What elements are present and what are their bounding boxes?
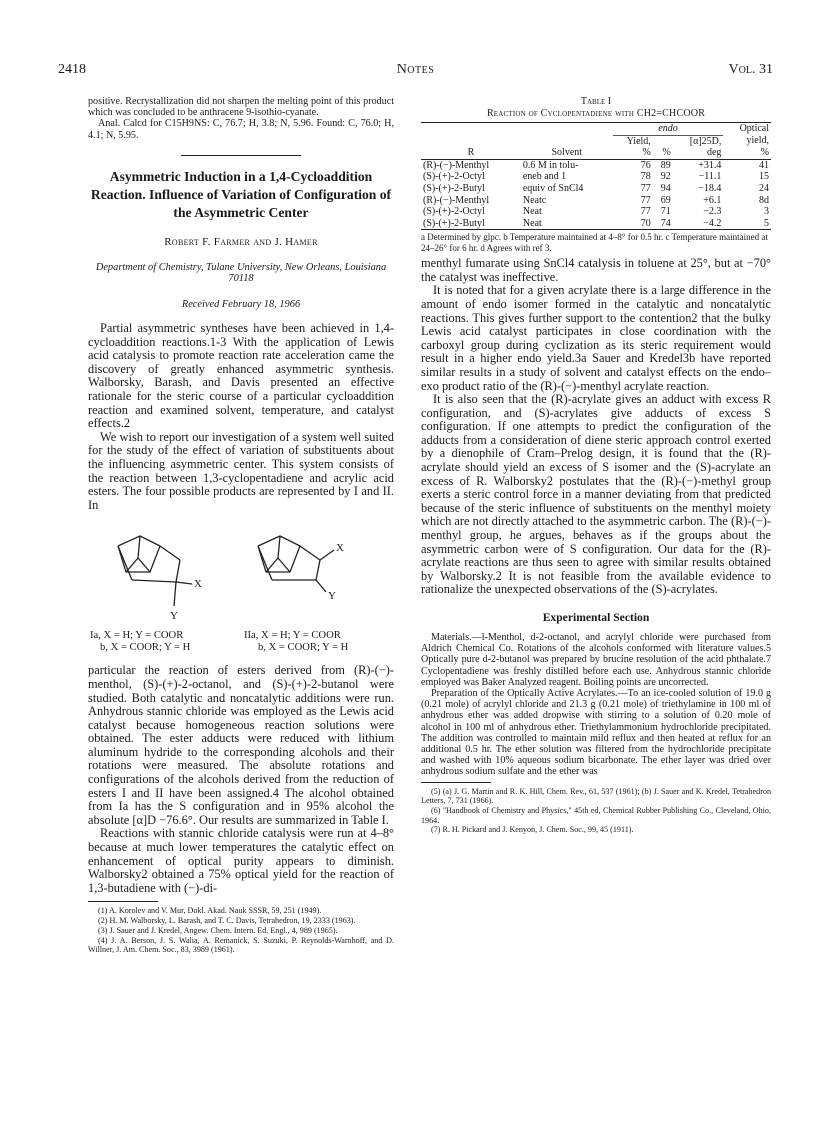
section-title: Notes — [396, 62, 435, 77]
experimental-heading: Experimental Section — [542, 611, 650, 624]
received-date: Received February 18, 1966 — [181, 299, 301, 310]
cell-yield: 77 — [640, 194, 651, 206]
cell-solvent: Neatc — [522, 194, 547, 206]
cell-solvent: equiv of SnCl4 — [522, 182, 584, 194]
footnote-rule — [88, 901, 158, 902]
solvent-header: Solvent — [551, 147, 583, 159]
volume-label: Vol. 31 — [728, 62, 773, 77]
structure-I — [118, 536, 192, 606]
footnotes-left — [88, 906, 394, 955]
caption-IIa: IIa, X = H; Y = COOR — [244, 630, 341, 642]
body-text-a — [88, 322, 394, 512]
cell-solvent: Neat — [522, 217, 542, 229]
footnote: (4) J. A. Berson, J. S. Walia, A. Remanick, S. Suzuki, P. Reynolds-Warnhoff, and D. Willner, J. Am. Chem. Soc., 83, 3989 (1961). — [88, 935, 394, 955]
separator-rule — [181, 155, 301, 156]
cell-endo: 92 — [660, 171, 671, 183]
cell-alpha: −18.4 — [698, 182, 722, 194]
cell-endo: 89 — [660, 159, 671, 171]
paragraph: Materials.—l-Menthol, d-2-octanol, and acrylyl chloride were purchased from Aldrich Chemical Co. Rotations of the alcohols conformed with literature values.5 Optically pure d-2-butanol was prepared by brucine resolution of the acid phthalate.7 Cyclopentadiene was freshly distilled before each use. Anhydrous stannic chloride employed was Baker Analyzed reagent. Boiling points are uncorrected. — [421, 632, 771, 688]
cell-yield: 77 — [640, 206, 651, 218]
alpha-unit: deg — [706, 147, 722, 159]
cell-r: (S)-(+)-2-Octyl — [423, 171, 485, 183]
endo-group-header: endo — [613, 123, 724, 136]
body-text-right — [421, 257, 771, 597]
footnote: (5) (a) J. G. Martin and R. K. Hill, Chem. Rev., 61, 537 (1961); (b) J. Sauer and K. Kredel, Tetrahedron Letters, 7, 731 (1966). — [421, 786, 771, 806]
cell-r: (S)-(+)-2-Butyl — [423, 182, 485, 194]
structure-II-y-label: Y — [328, 590, 336, 603]
footnote: (2) H. M. Walborsky, L. Barash, and T. C. Davis, Tetrahedron, 19, 2333 (1963). — [98, 916, 356, 926]
cell-yield: 78 — [640, 171, 651, 183]
cell-alpha: +6.1 — [703, 194, 722, 206]
footnote-rule — [421, 782, 491, 783]
table-row — [421, 206, 771, 218]
caption-IIb: b, X = COOR; Y = H — [258, 642, 349, 654]
footnote: (6) "Handbook of Chemistry and Physics," 45th ed, Chemical Rubber Publishing Co., Cleveland, Ohio, 1964. — [421, 806, 771, 825]
optical-unit: % — [760, 147, 769, 159]
structure-captions — [88, 630, 394, 656]
affiliation: Department of Chemistry, Tulane University, New Orleans, Louisiana 70118 — [95, 261, 387, 285]
structure-I-x-label: X — [194, 578, 202, 591]
authors: Robert F. Farmer and J. Hamer — [164, 235, 318, 248]
cell-yield: 77 — [640, 182, 651, 194]
caption-Ib: b, X = COOR; Y = H — [100, 642, 191, 654]
paragraph: Reactions with stannic chloride catalysis were run at 4–8° because at much lower temperatures the catalytic effect on enhancement of optical purity appears to diminish. Walborsky2 obtained a 75% optical yield for the reaction of 1,3-butadiene with (−)-di- — [88, 826, 394, 895]
running-header — [58, 62, 773, 82]
cell-alpha: +31.4 — [698, 159, 722, 171]
optical-yield-header: yield, — [746, 135, 769, 147]
cell-yield: 76 — [640, 159, 651, 171]
table-row — [421, 218, 771, 230]
article-title: Asymmetric Induction in a 1,4-Cycloaddition Reaction. Influence of Variation of Configuration of the Asymmetric Center — [90, 168, 392, 220]
cell-optical: 41 — [759, 159, 769, 171]
paragraph: It is noted that for a given acrylate there is a large difference in the amount of endo isomer formed in the catalytic and noncatalytic reactions. This gives further support to the contention2 that the bulky Lewis acid catalyst participates in close coordination with the carboxyl group during cyclization as its steric requirement would result in a higher endo yield.3a Sauer and Kredel3b have reported similar results in a study of solvent and catalyst effects on the endo–exo product ratio of the (R)-(−)-menthyl acrylate reaction. — [421, 283, 771, 393]
cell-alpha: −4.2 — [703, 217, 722, 229]
cell-yield: 70 — [640, 217, 651, 229]
cell-endo: 71 — [660, 206, 671, 218]
cell-optical: 24 — [759, 182, 769, 194]
cell-optical: 5 — [764, 217, 769, 229]
left-column — [88, 96, 394, 955]
data-table — [421, 122, 771, 230]
page-number: 2418 — [58, 62, 86, 77]
paragraph: particular the reaction of esters derived from (R)-(−)-menthol, (S)-(+)-2-octanol, and (S)-(+)-2-butanol were studied. Both catalytic and noncatalytic additions were run. Anhydrous stannic chloride was employed as the Lewis acid catalyst because homogeneous reaction solutions were obtained. The ester adducts were reduced with lithium aluminum hydride to the corresponding alcohols and their rotations were measured. The absolute rotations and configurations of the alcohols derived from the reduction of esters I and II have been assigned.4 The alcohol obtained from Ia has the S configuration and in 95% alcohol the absolute [α]D −76.6°. Our results are summarized in Table I. — [88, 663, 394, 827]
paragraph: We wish to report our investigation of a system well suited for the study of the effect of variation of substituents about the influencing asymmetric center. This system consists of the reaction between 1,3-cyclopentadiene and acrylic acid esters. The four possible products are represented by I and II. In — [88, 429, 394, 512]
cell-endo: 94 — [660, 182, 671, 194]
cell-r: (S)-(+)-2-Butyl — [423, 217, 485, 229]
cell-alpha: −11.1 — [698, 171, 722, 183]
structure-I-y-label: Y — [170, 610, 178, 623]
norbornene-structures-svg — [88, 524, 394, 624]
yield-unit: % — [642, 147, 651, 159]
paragraph: Preparation of the Optically Active Acrylates.—To an ice-cooled solution of 19.0 g (0.21 mole) of acrylyl chloride and 21.3 g (0.21 mole) of triethylamine in 100 ml of anhydrous ether was added dropwise with stirring to a solution of 0.20 mole of alcohol in 100 ml of anhydrous ether. Triethylammonium hydrochloride precipitated. The addition was controlled to maintain mild reflux and then heated at reflux for an additional 0.5 hr. The ether solution was filtered from the hydrochloride precipitate and washed with 10% aqueous sodium bicarbonate. The ether layer was dried over anhydrous sodium sulfate and the ether was — [421, 688, 771, 778]
structure-II — [258, 536, 334, 592]
cell-r: (R)-(−)-Menthyl — [423, 159, 490, 171]
alpha-header: [α]25D, — [689, 135, 722, 147]
table-caption — [421, 96, 771, 120]
body-text-b — [88, 664, 394, 895]
analysis-paragraph: Anal. Calcd for C15H9NS: C, 76.7; H, 3.8; N, 5.96. Found: C, 76.0; H, 4.1; N, 5.95. — [88, 118, 394, 141]
optical-header: Optical — [739, 123, 769, 134]
cell-optical: 15 — [759, 171, 769, 183]
footnote: (3) J. Sauer and J. Kredel, Angew. Chem. Intern. Ed. Engl., 4, 989 (1965). — [98, 925, 338, 935]
endo-unit: % — [662, 147, 671, 159]
caption-Ia: Ia, X = H; Y = COOR — [90, 630, 184, 642]
table-row — [421, 195, 771, 207]
previous-article-end — [88, 96, 394, 141]
cell-endo: 69 — [660, 194, 671, 206]
table-row — [421, 159, 771, 171]
yield-header: Yield, — [626, 135, 651, 147]
table-row — [421, 171, 771, 183]
cell-r: (R)-(−)-Menthyl — [423, 194, 490, 206]
intro-paragraph: positive. Recrystallization did not sharpen the melting point of this product which was concluded to be anthracene 9-isothio-cyanate. — [88, 96, 394, 119]
paragraph: Partial asymmetric syntheses have been achieved in 1,4-cycloaddition reactions.1-3 With the application of Lewis acid catalysis to promote reaction rate acceleration came the discovery of greatly enhanced asymmetric synthesis. Walborsky, Barash, and Davis presented an effective rationale for the steric course of a particular cycloaddition reaction and examined solvent, temperature, and catalyst effects.2 — [88, 321, 394, 431]
footnotes-right — [421, 787, 771, 836]
table-footnote: a Determined by glpc. b Temperature maintained at 4–8° for 0.5 hr. c Temperature maintained at 24–26° for 6 hr. d Agrees with ref 3. — [421, 232, 768, 253]
footnote: (7) R. H. Pickard and J. Kenyon, J. Chem. Soc., 99, 45 (1911). — [431, 825, 634, 835]
paragraph: It is also seen that the (R)-acrylate gives an adduct with excess R configuration, and (S)-acrylates give adducts of excess S configuration. If one attempts to predict the configuration of the adducts from a consideration of diene steric approach control exerted by a dienophile of Cram–Prelog design, it is found that the (R)-acrylate should yield an excess of S isomer and the (S)-acrylate an excess of R. Walborsky2 postulates that the (R)-(−)-methyl group exerts a steric control force in a manner deviating from that predicted because of the steric influence of substituents on the menthyl moiety which are not directly attached to the asymmetric carbon. The (R)-(−)-menthyl group, he argues, behaves as if the groups about the asymmetric carbon were of S configuration. Our data for the (R)-acrylate reactions are thus seen to agree with similar results obtained by Walborsky.2 It is not feasible from the available evidence to rationalize the unexpected observations of the (S)-acrylates. — [421, 392, 771, 597]
cell-endo: 74 — [660, 217, 671, 229]
experimental-text — [421, 632, 771, 778]
paragraph: menthyl fumarate using SnCl4 catalysis in toluene at 25°, but at −70° the catalyst was ineffective. — [421, 256, 771, 284]
table-row — [421, 183, 771, 195]
r-header: R — [467, 147, 475, 159]
structure-II-x-label: X — [336, 542, 344, 555]
cell-solvent: Neat — [522, 206, 542, 218]
footnote: (1) A. Korolev and V. Mur, Dokl. Akad. Nauk SSSR, 59, 251 (1949). — [98, 906, 322, 916]
cell-optical: 8d — [759, 194, 769, 206]
table-number: Table I — [580, 96, 612, 107]
cell-solvent: eneb and 1 — [522, 171, 567, 183]
cell-r: (S)-(+)-2-Octyl — [423, 206, 485, 218]
cell-solvent: 0.6 M in tolu- — [522, 159, 579, 171]
cell-alpha: −2.3 — [703, 206, 722, 218]
cell-optical: 3 — [764, 206, 769, 218]
structure-figure — [88, 524, 394, 624]
table-title: Reaction of Cyclopentadiene with CH2=CHCOOR — [486, 108, 706, 119]
right-column — [421, 96, 771, 835]
